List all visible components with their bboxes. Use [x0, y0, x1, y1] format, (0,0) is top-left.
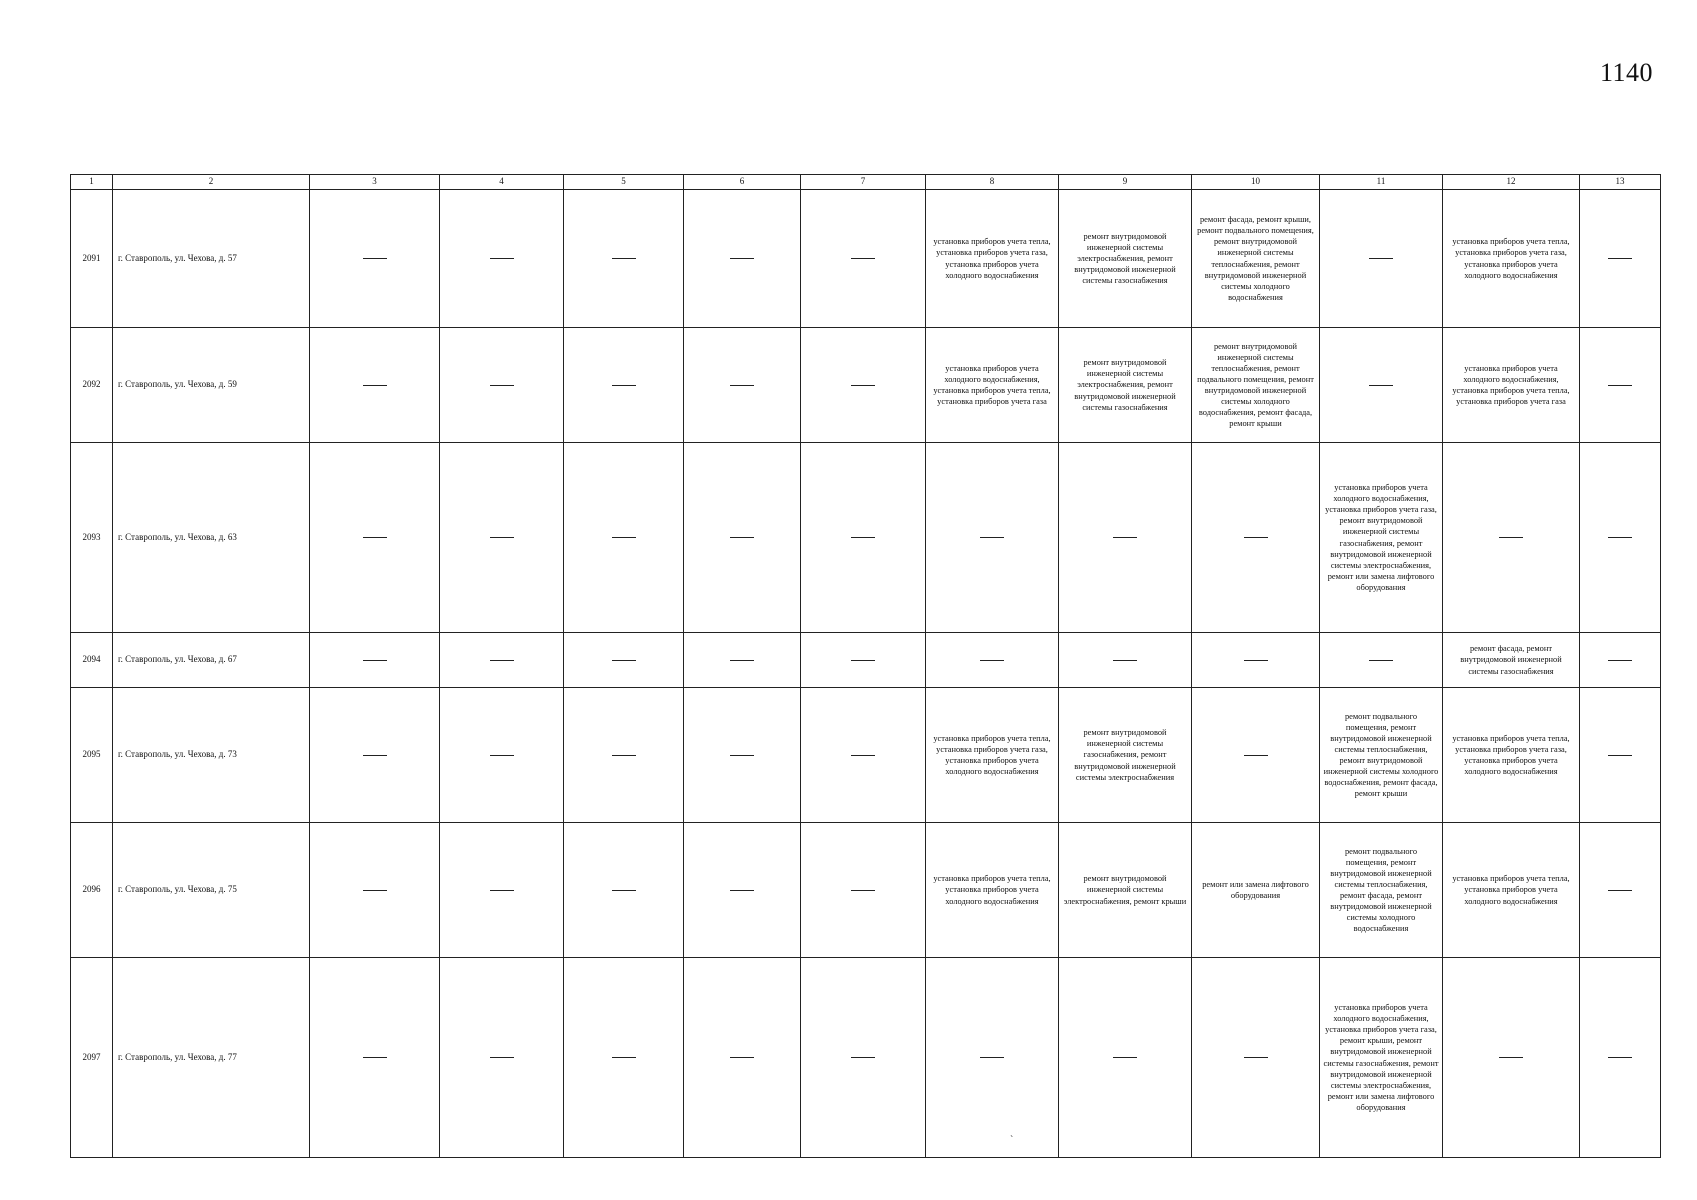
empty-cell [801, 823, 926, 958]
empty-cell [1320, 633, 1443, 688]
dash-mark [1113, 537, 1137, 538]
dash-mark [612, 660, 636, 661]
work-types-cell: ремонт или замена лифтового оборудования [1192, 823, 1320, 958]
empty-cell [1443, 958, 1580, 1158]
page-number: 1140 [1600, 58, 1654, 87]
empty-cell [564, 443, 684, 633]
work-types-cell: ремонт внутридомовой инженерной системы теплоснабжения, ремонт подвального помещения, ремонт внутридомовой инженерной системы холодного водоснабжения, ремонт фасада, ремонт крыши [1192, 328, 1320, 443]
work-types-cell: ремонт внутридомовой инженерной системы электроснабжения, ремонт крыши [1059, 823, 1192, 958]
empty-cell [310, 958, 440, 1158]
address-cell: г. Ставрополь, ул. Чехова, д. 75 [113, 823, 310, 958]
column-header-6: 6 [684, 175, 801, 190]
dash-mark [1369, 385, 1393, 386]
table-row [71, 190, 1661, 328]
row-number: 2095 [71, 688, 113, 823]
column-header-7: 7 [801, 175, 926, 190]
empty-cell [1580, 328, 1661, 443]
dash-mark [490, 755, 514, 756]
work-types-cell: установка приборов учета тепла, установка приборов учета газа, установка приборов учета холодного водоснабжения [1443, 688, 1580, 823]
row-number: 2091 [71, 190, 113, 328]
empty-cell [684, 688, 801, 823]
dash-mark [1113, 660, 1137, 661]
empty-cell [440, 958, 564, 1158]
dash-mark [730, 890, 754, 891]
dash-mark [1244, 660, 1268, 661]
empty-cell [801, 633, 926, 688]
empty-cell [1320, 328, 1443, 443]
dash-mark [851, 660, 875, 661]
work-types-cell: ремонт фасада, ремонт внутридомовой инженерной системы газоснабжения [1443, 633, 1580, 688]
row-number: 2092 [71, 328, 113, 443]
empty-cell [310, 823, 440, 958]
dash-mark [851, 385, 875, 386]
empty-cell [1320, 190, 1443, 328]
dash-mark [1113, 1057, 1137, 1058]
empty-cell [801, 190, 926, 328]
table-row [71, 328, 1661, 443]
work-types-cell: ремонт подвального помещения, ремонт внутридомовой инженерной системы теплоснабжения, ремонт внутридомовой инженерной системы холодного водоснабжения, ремонт фасада, ремонт крыши [1320, 688, 1443, 823]
empty-cell [1192, 443, 1320, 633]
column-header-11: 11 [1320, 175, 1443, 190]
footer-mark: ` [1010, 1135, 1014, 1146]
dash-mark [612, 890, 636, 891]
work-types-cell: установка приборов учета холодного водоснабжения, установка приборов учета тепла, установка приборов учета газа [1443, 328, 1580, 443]
empty-cell [310, 328, 440, 443]
empty-cell [801, 443, 926, 633]
empty-cell [440, 443, 564, 633]
dash-mark [980, 660, 1004, 661]
dash-mark [1608, 1057, 1632, 1058]
empty-cell [1580, 688, 1661, 823]
empty-cell [684, 190, 801, 328]
empty-cell [1059, 633, 1192, 688]
dash-mark [612, 385, 636, 386]
dash-mark [1369, 258, 1393, 259]
column-header-8: 8 [926, 175, 1059, 190]
dash-mark [1608, 660, 1632, 661]
empty-cell [801, 688, 926, 823]
empty-cell [440, 688, 564, 823]
work-types-cell: ремонт внутридомовой инженерной системы электроснабжения, ремонт внутридомовой инженерной системы газоснабжения [1059, 190, 1192, 328]
dash-mark [363, 537, 387, 538]
dash-mark [730, 385, 754, 386]
column-header-9: 9 [1059, 175, 1192, 190]
row-number: 2093 [71, 443, 113, 633]
row-number: 2094 [71, 633, 113, 688]
dash-mark [980, 537, 1004, 538]
empty-cell [310, 443, 440, 633]
work-types-cell: установка приборов учета тепла, установка приборов учета газа, установка приборов учета холодного водоснабжения [926, 688, 1059, 823]
dash-mark [1608, 537, 1632, 538]
dash-mark [851, 537, 875, 538]
address-cell: г. Ставрополь, ул. Чехова, д. 59 [113, 328, 310, 443]
address-cell: г. Ставрополь, ул. Чехова, д. 73 [113, 688, 310, 823]
work-types-cell: установка приборов учета тепла, установка приборов учета газа, установка приборов учета холодного водоснабжения [1443, 190, 1580, 328]
column-header-4: 4 [440, 175, 564, 190]
table-row [71, 443, 1661, 633]
work-types-cell: ремонт внутридомовой инженерной системы электроснабжения, ремонт внутридомовой инженерной системы газоснабжения [1059, 328, 1192, 443]
column-header-12: 12 [1443, 175, 1580, 190]
dash-mark [730, 1057, 754, 1058]
dash-mark [1244, 1057, 1268, 1058]
empty-cell [564, 328, 684, 443]
address-cell: г. Ставрополь, ул. Чехова, д. 63 [113, 443, 310, 633]
dash-mark [363, 258, 387, 259]
dash-mark [730, 755, 754, 756]
table-row [71, 688, 1661, 823]
repair-schedule-table [70, 174, 1661, 1158]
empty-cell [1443, 443, 1580, 633]
address-cell: г. Ставрополь, ул. Чехова, д. 67 [113, 633, 310, 688]
empty-cell [1059, 958, 1192, 1158]
empty-cell [1580, 190, 1661, 328]
dash-mark [612, 1057, 636, 1058]
empty-cell [926, 958, 1059, 1158]
dash-mark [363, 890, 387, 891]
empty-cell [684, 823, 801, 958]
column-header-3: 3 [310, 175, 440, 190]
empty-cell [926, 443, 1059, 633]
empty-cell [801, 328, 926, 443]
dash-mark [1608, 890, 1632, 891]
empty-cell [440, 823, 564, 958]
dash-mark [490, 385, 514, 386]
column-header-13: 13 [1580, 175, 1661, 190]
dash-mark [1244, 755, 1268, 756]
address-cell: г. Ставрополь, ул. Чехова, д. 57 [113, 190, 310, 328]
table-row [71, 958, 1661, 1158]
column-number-row [71, 175, 1661, 190]
dash-mark [490, 537, 514, 538]
dash-mark [1369, 660, 1393, 661]
dash-mark [1244, 537, 1268, 538]
address-cell: г. Ставрополь, ул. Чехова, д. 77 [113, 958, 310, 1158]
dash-mark [490, 660, 514, 661]
empty-cell [564, 823, 684, 958]
empty-cell [926, 633, 1059, 688]
empty-cell [564, 190, 684, 328]
work-types-cell: установка приборов учета холодного водоснабжения, установка приборов учета газа, ремонт крыши, ремонт внутридомовой инженерной системы газоснабжения, ремонт внутридомовой инженерной системы электроснабжения, ремонт или замена лифтового оборудования [1320, 958, 1443, 1158]
empty-cell [310, 190, 440, 328]
empty-cell [1580, 823, 1661, 958]
empty-cell [310, 633, 440, 688]
dash-mark [851, 890, 875, 891]
table-row [71, 823, 1661, 958]
dash-mark [490, 258, 514, 259]
empty-cell [684, 633, 801, 688]
empty-cell [1580, 958, 1661, 1158]
table-row [71, 633, 1661, 688]
empty-cell [564, 688, 684, 823]
empty-cell [1059, 443, 1192, 633]
dash-mark [1608, 258, 1632, 259]
dash-mark [363, 1057, 387, 1058]
dash-mark [1608, 755, 1632, 756]
work-types-cell: установка приборов учета тепла, установка приборов учета холодного водоснабжения [1443, 823, 1580, 958]
dash-mark [730, 537, 754, 538]
dash-mark [851, 755, 875, 756]
column-header-5: 5 [564, 175, 684, 190]
column-header-1: 1 [71, 175, 113, 190]
dash-mark [363, 755, 387, 756]
dash-mark [1499, 1057, 1523, 1058]
empty-cell [1192, 688, 1320, 823]
dash-mark [612, 755, 636, 756]
empty-cell [1192, 633, 1320, 688]
dash-mark [490, 1057, 514, 1058]
row-number: 2097 [71, 958, 113, 1158]
dash-mark [363, 385, 387, 386]
empty-cell [440, 190, 564, 328]
empty-cell [310, 688, 440, 823]
work-types-cell: ремонт внутридомовой инженерной системы газоснабжения, ремонт внутридомовой инженерной системы электроснабжения [1059, 688, 1192, 823]
dash-mark [490, 890, 514, 891]
work-types-cell: ремонт фасада, ремонт крыши, ремонт подвального помещения, ремонт внутридомовой инженерной системы теплоснабжения, ремонт внутридомовой инженерной системы холодного водоснабжения [1192, 190, 1320, 328]
empty-cell [684, 958, 801, 1158]
column-header-10: 10 [1192, 175, 1320, 190]
empty-cell [564, 958, 684, 1158]
empty-cell [684, 443, 801, 633]
empty-cell [684, 328, 801, 443]
dash-mark [612, 537, 636, 538]
work-types-cell: установка приборов учета тепла, установка приборов учета газа, установка приборов учета холодного водоснабжения [926, 190, 1059, 328]
work-types-cell: установка приборов учета тепла, установка приборов учета холодного водоснабжения [926, 823, 1059, 958]
work-types-cell: ремонт подвального помещения, ремонт внутридомовой инженерной системы теплоснабжения, ремонт фасада, ремонт внутридомовой инженерной системы холодного водоснабжения [1320, 823, 1443, 958]
dash-mark [1499, 537, 1523, 538]
dash-mark [851, 1057, 875, 1058]
column-header-2: 2 [113, 175, 310, 190]
work-types-cell: установка приборов учета холодного водоснабжения, установка приборов учета тепла, установка приборов учета газа [926, 328, 1059, 443]
dash-mark [980, 1057, 1004, 1058]
empty-cell [440, 633, 564, 688]
empty-cell [564, 633, 684, 688]
empty-cell [1580, 443, 1661, 633]
empty-cell [1580, 633, 1661, 688]
dash-mark [851, 258, 875, 259]
empty-cell [801, 958, 926, 1158]
empty-cell [440, 328, 564, 443]
row-number: 2096 [71, 823, 113, 958]
dash-mark [730, 660, 754, 661]
work-types-cell: установка приборов учета холодного водоснабжения, установка приборов учета газа, ремонт внутридомовой инженерной системы газоснабжения, ремонт внутридомовой инженерной системы электроснабжения, ремонт или замена лифтового оборудования [1320, 443, 1443, 633]
dash-mark [612, 258, 636, 259]
dash-mark [363, 660, 387, 661]
dash-mark [1608, 385, 1632, 386]
empty-cell [1192, 958, 1320, 1158]
dash-mark [730, 258, 754, 259]
